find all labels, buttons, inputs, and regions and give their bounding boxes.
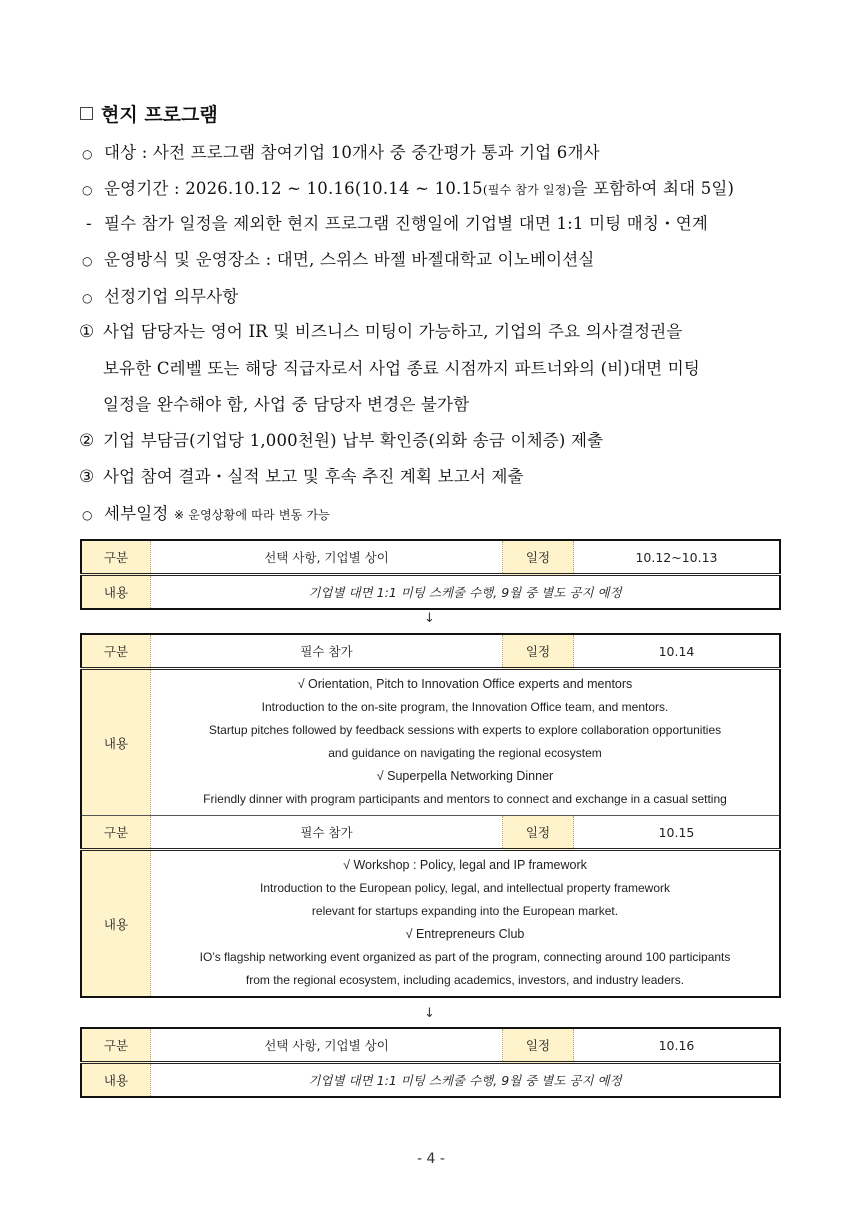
circled-one-icon: ①: [79, 322, 95, 342]
schedule-table-2: [80, 633, 781, 998]
activity-description: Friendly dinner with program participants and mentors to connect and exchange in a casual setting: [203, 792, 727, 806]
schedule-note: ※ 운영상황에 따라 변동 가능: [174, 508, 331, 522]
activity-title: √ Superpella Networking Dinner: [376, 769, 554, 783]
bullet-obligations: ○ 선정기업 의무사항: [82, 287, 239, 306]
activity-description: Startup pitches followed by feedback sessions with experts to explore collaboration opportunities: [208, 723, 722, 737]
date-value: 10.12~10.13: [635, 549, 718, 565]
category-value: 필수 참가: [151, 816, 503, 850]
section-title: 현지 프로그램: [101, 104, 218, 126]
page-number: - 4 -: [417, 1151, 445, 1167]
duty-1-line-2: 보유한 C레벨 또는 해당 직급자로서 사업 종료 시점까지 파트너와의 (비)대면 미팅: [103, 359, 700, 378]
circle-bullet-icon: ○: [82, 183, 93, 197]
activity-title: √ Workshop : Policy, legal and IP framework: [343, 858, 587, 872]
schedule-table-3: [80, 1027, 781, 1098]
circle-bullet-icon: ○: [82, 254, 93, 268]
category-value: 선택 사항, 기업별 상이: [264, 1038, 389, 1053]
activity-description: Introduction to the on-site program, the Innovation Office team, and mentors.: [261, 700, 669, 714]
duty-3: ③ 사업 참여 결과・실적 보고 및 후속 추진 계획 보고서 제출: [79, 467, 524, 487]
down-arrow-icon: ↓: [424, 611, 435, 626]
content-value: 기업별 대면 1:1 미팅 스케줄 수행, 9월 중 별도 공지 예정: [151, 1063, 781, 1098]
date-label: 일정: [503, 816, 574, 850]
activity-description: from the regional ecosystem, including academics, investors, and industry leaders.: [245, 973, 685, 987]
schedule-heading: ○ 세부일정 ※ 운영상황에 따라 변동 가능: [82, 504, 331, 523]
category-value: 필수 참가: [300, 644, 353, 659]
category-value: 선택 사항, 기업별 상이: [264, 550, 389, 565]
date-label: 일정: [503, 634, 574, 669]
circled-three-icon: ③: [79, 467, 95, 487]
circle-bullet-icon: ○: [82, 147, 93, 161]
content-label: 내용: [81, 850, 151, 998]
content-value: 기업별 대면 1:1 미팅 스케줄 수행, 9월 중 별도 공지 예정: [151, 575, 781, 610]
section-heading: [80, 100, 218, 127]
date-value: 10.14: [658, 643, 695, 659]
bullet-dash-note: - 필수 참가 일정을 제외한 현지 프로그램 진행일에 기업별 대면 1:1 미팅 매칭・연계: [86, 214, 709, 233]
date-label: 일정: [503, 540, 574, 575]
content-value: [151, 850, 781, 998]
category-label: 구분: [81, 1028, 151, 1063]
activity-title: √ Orientation, Pitch to Innovation Office experts and mentors: [297, 677, 633, 691]
schedule-table-1: [80, 539, 781, 610]
content-value: [151, 669, 781, 816]
content-label: 내용: [81, 1063, 151, 1098]
duty-2: ② 기업 부담금(기업당 1,000천원) 납부 확인증(외화 송금 이체증) 제출: [79, 431, 604, 451]
content-label: 내용: [81, 669, 151, 816]
date-value: 10.15: [574, 816, 781, 850]
category-label: 구분: [81, 816, 151, 850]
bullet-period: ○ 운영기간 : 2026.10.12 ~ 10.16(10.14 ~ 10.15(필수 참가 일정)을 포함하여 최대 5일): [82, 179, 735, 198]
activity-description: relevant for startups expanding into the European market.: [311, 904, 619, 918]
circled-two-icon: ②: [79, 431, 95, 451]
content-label: 내용: [81, 575, 151, 610]
activity-title: √ Entrepreneurs Club: [405, 927, 525, 941]
date-value: 10.16: [658, 1037, 695, 1053]
category-label: 구분: [81, 634, 151, 669]
duty-1-line-3: 일정을 완수해야 함, 사업 중 담당자 변경은 불가함: [103, 395, 470, 414]
activity-description: Introduction to the European policy, legal, and intellectual property framework: [259, 881, 670, 895]
date-label: 일정: [503, 1028, 574, 1063]
duty-1-line-1: ① 사업 담당자는 영어 IR 및 비즈니스 미팅이 가능하고, 기업의 주요 의사결정권을: [79, 322, 683, 342]
dash-bullet-icon: -: [86, 214, 92, 233]
category-label: 구분: [81, 540, 151, 575]
bullet-location: ○ 운영방식 및 운영장소 : 대면, 스위스 바젤 바젤대학교 이노베이션실: [82, 250, 595, 269]
activity-description: IO’s flagship networking event organized as part of the program, connecting around 100 participants: [199, 950, 731, 964]
bullet-target: ○ 대상 : 사전 프로그램 참여기업 10개사 중 중간평가 통과 기업 6개사: [82, 143, 600, 162]
circle-bullet-icon: ○: [82, 291, 93, 305]
circle-bullet-icon: ○: [82, 508, 93, 522]
checkbox-square-icon: [80, 107, 93, 120]
down-arrow-icon: ↓: [424, 1006, 435, 1021]
activity-description: and guidance on navigating the regional ecosystem: [328, 746, 602, 760]
